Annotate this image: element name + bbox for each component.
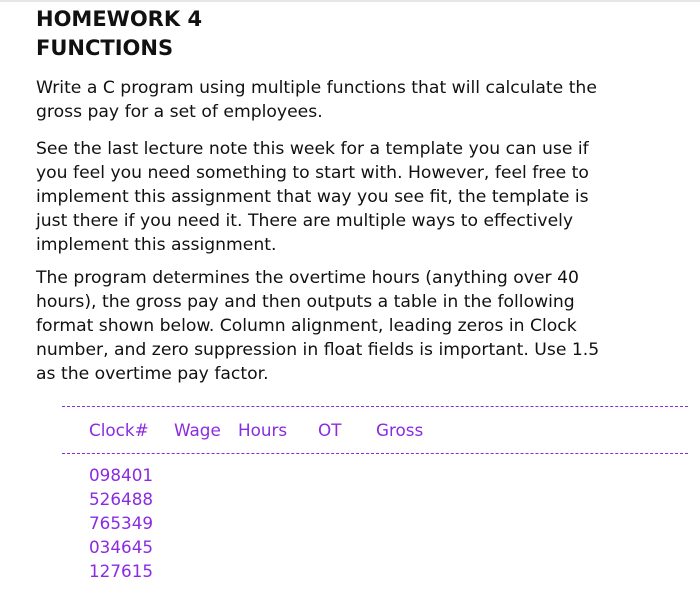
cell-clock: 765349: [89, 513, 154, 533]
header-hours: Hours: [238, 420, 288, 440]
cell-clock: 127615: [89, 561, 154, 581]
cell-clock: 526488: [89, 489, 154, 509]
text-line: number, and zero suppression in float fields is important. Use 1.5: [36, 340, 600, 360]
text-line: hours), the gross pay and then outputs a table in the following: [36, 292, 575, 312]
template-paragraph: [36, 137, 666, 257]
text-line: you feel you need something to start with. However, feel free to: [36, 163, 589, 183]
page-subtitle: FUNCTIONS: [36, 36, 174, 60]
intro-paragraph: [36, 76, 666, 124]
text-line: implement this assignment that way you see fit, the template is: [36, 187, 589, 207]
table-top-dashed-rule: [62, 406, 688, 407]
table-header-dashed-rule: [62, 453, 688, 454]
header-wage: Wage: [174, 420, 221, 440]
text-line: implement this assignment.: [36, 235, 277, 255]
header-ot: OT: [318, 420, 342, 440]
header-gross: Gross: [376, 420, 424, 440]
text-line: as the overtime pay factor.: [36, 364, 269, 384]
text-line: gross pay for a set of employees.: [36, 102, 323, 122]
text-line: The program determines the overtime hours (anything over 40: [36, 268, 579, 288]
text-line: See the last lecture note this week for a template you can use if: [36, 139, 589, 159]
top-divider: [0, 0, 700, 2]
text-line: just there if you need it. There are multiple ways to effectively: [36, 211, 574, 231]
text-line: format shown below. Column alignment, leading zeros in Clock: [36, 316, 577, 336]
cell-clock: 098401: [89, 465, 154, 485]
page-title: HOMEWORK 4: [36, 7, 203, 31]
cell-clock: 034645: [89, 537, 154, 557]
text-line: Write a C program using multiple functions that will calculate the: [36, 78, 597, 98]
header-clock: Clock#: [89, 420, 149, 440]
requirements-paragraph: [36, 266, 666, 386]
